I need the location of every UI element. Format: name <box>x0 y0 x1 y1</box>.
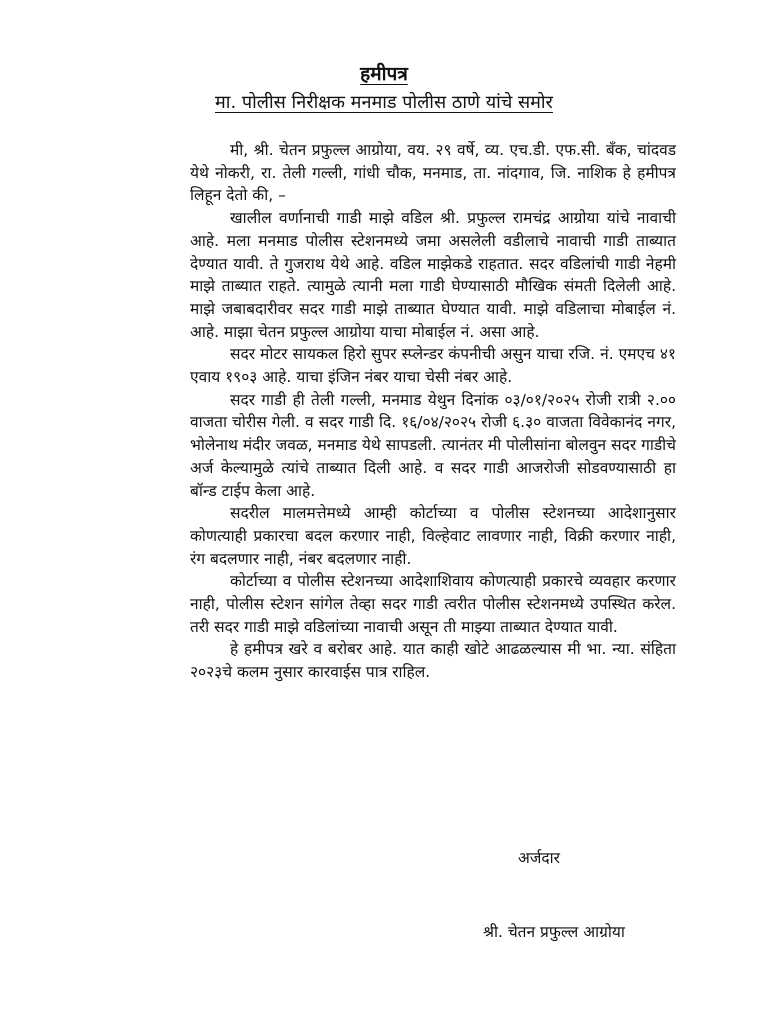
paragraph-theft-recovery: सदर गाडी ही तेली गल्ली, मनमाड येथुन दिनांक ०३/०१/२०२५ रोजी रात्री २.०० वाजता चोरीस गेली. व सदर गाडी दि. १६/०४/२०२५ रोजी ६.३० वाजता विवेकानंद नगर, भोलेनाथ मंदीर जवळ, मनमाड येथे सापडली. त्यानंतर मी पोलीसांना बोलवुन सदर गाडीचे अर्ज केल्यामुळे त्यांचे ताब्यात दिली आहे. व सदर गाडी आजरोजी सोडवण्यासाठी हा बॉन्ड टाईप केला आहे. <box>190 390 676 500</box>
document-body <box>190 139 676 684</box>
applicant-signoff: अर्जदार <box>518 849 560 867</box>
document-title: हमीपत्र <box>360 63 408 85</box>
paragraph-no-alteration: सदरील मालमत्तेमध्ये आम्ही कोर्टाच्या व पोलीस स्टेशनच्या आदेशानुसार कोणत्याही प्रकारचा बदल करणार नाही, विल्हेवाट लावणार नाही, विक्री करणार नाही, रंग बदलणार नाही, नंबर बदलणार नाही. <box>190 504 676 568</box>
paragraph-court-orders: कोर्टाच्या व पोलीस स्टेशनच्या आदेशाशिवाय कोणत्याही प्रकारचे व्यवहार करणार नाही, पोलीस स्टेशन सांगेल तेव्हा सदर गाडी त्वरीत पोलीस स्टेशनमध्ये उपस्थित करेल. तरी सदर गाडी माझे वडिलांच्या नावाची असून ती माझ्या ताब्यात देण्यात यावी. <box>190 572 676 636</box>
paragraph-affirmation: हे हमीपत्र खरे व बरोबर आहे. यात काही खोटे आढळल्यास मी भा. न्या. संहिता २०२३चे कलम नुसार कारवाईस पात्र राहिल. <box>190 640 676 682</box>
paragraph-vehicle-details: सदर मोटर सायकल हिरो सुपर स्प्लेन्डर कंपनीची असुन याचा रजि. नं. एमएच ४१ एवाय १९०३ आहे. याचा इंजिन नंबर याचा चेसी नंबर आहे. <box>190 345 676 387</box>
signature-name: श्री. चेतन प्रफुल्ल आग्रोया <box>483 923 625 941</box>
paragraph-declarant-intro: मी, श्री. चेतन प्रफुल्ल आग्रोया, वय. २९ वर्षे, व्य. एच.डी. एफ.सी. बँक, चांदवड येथे नोकरी, रा. तेली गल्ली, गांधी चौक, मनमाड, ता. नांदगाव, जि. नाशिक हे हमीपत्र लिहून देतो की, – <box>190 141 676 205</box>
document-subtitle: मा. पोलीस निरीक्षक मनमाड पोलीस ठाणे यांचे समोर <box>215 92 553 113</box>
paragraph-vehicle-ownership: खालील वर्णानाची गाडी माझे वडिल श्री. प्रफुल्ल रामचंद्र आग्रोया यांचे नावाची आहे. मला मनमाड पोलीस स्टेशनमध्ये जमा असलेली वडीलाचे नावाची गाडी ताब्यात देण्यात यावी. ते गुजराथ येथे आहे. वडिल माझेकडे राहतात. सदर वडिलांची गाडी नेहमी माझे ताब्यात राहते. त्यामुळे त्यानी मला गाडी घेण्यासाठी मौखिक संमती दिलेली आहे. माझे जबाबदारीवर सदर गाडी माझे ताब्यात घेण्यात यावी. माझे वडिलाचा मोबाईल नं. आहे. माझा चेतन प्रफुल्ल आग्रोया याचा मोबाईल नं. असा आहे. <box>190 209 676 341</box>
